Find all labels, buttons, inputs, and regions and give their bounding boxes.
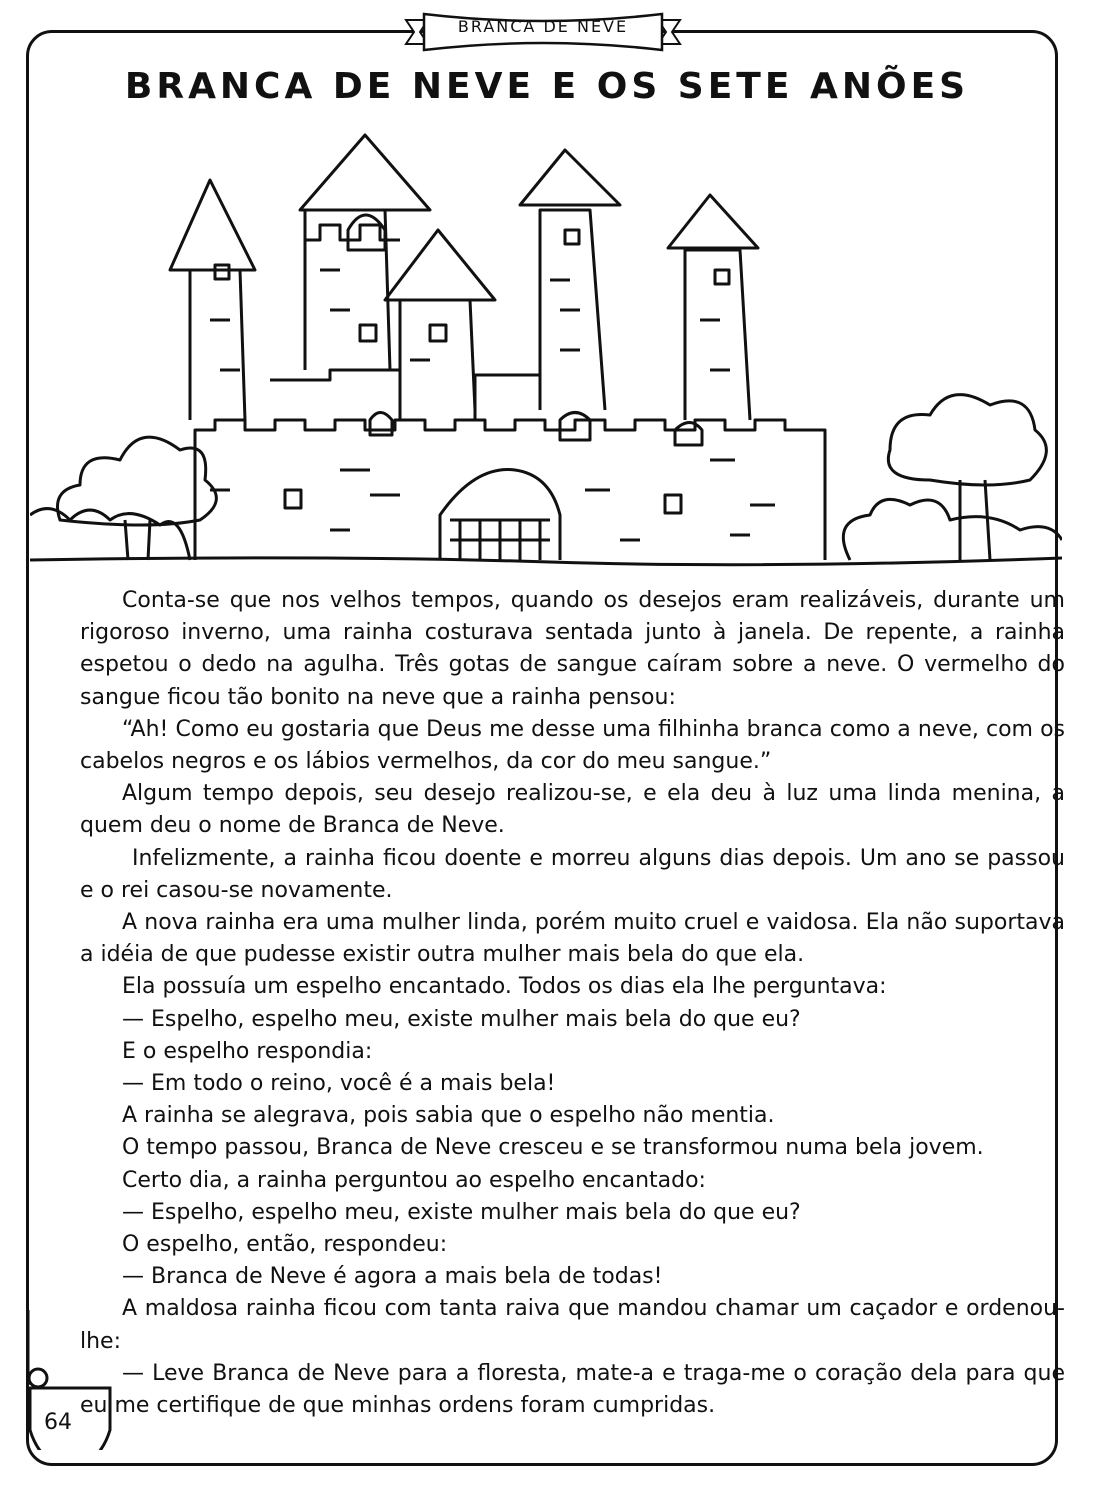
paragraph: “Ah! Como eu gostaria que Deus me desse uma filhinha branca como a neve, com os cabelos negros e os lábios vermelhos, da cor do meu sangue.” [80, 716, 1065, 775]
story-text [80, 585, 1065, 1422]
paragraph: Infelizmente, a rainha ficou doente e morreu alguns dias depois. Um ano se passou e o rei casou-se novamente. [80, 845, 1065, 903]
paragraph: — Em todo o reino, você é a mais bela! [122, 1071, 556, 1097]
paragraph: A rainha se alegrava, pois sabia que o espelho não mentia. [122, 1103, 775, 1129]
header-banner-text: BRANCA DE NEVE [457, 17, 629, 36]
paragraph: Certo dia, a rainha perguntou ao espelho encantado: [122, 1167, 706, 1193]
paragraph: — Leve Branca de Neve para a floresta, mate-a e traga-me o coração dela para que eu me certifique de que minhas ordens foram cumpridas. [80, 1360, 1065, 1419]
paragraph: O espelho, então, respondeu: [122, 1232, 448, 1258]
paragraph: — Branca de Neve é agora a mais bela de todas! [122, 1264, 663, 1290]
paragraph: A maldosa rainha ficou com tanta raiva que mandou chamar um caçador e ordenou-lhe: [80, 1296, 1065, 1354]
page-number: 64 [44, 1410, 72, 1435]
paragraph: Algum tempo depois, seu desejo realizou-se, e ela deu à luz uma linda menina, a quem deu o nome de Branca de Neve. [80, 781, 1065, 839]
paragraph: Ela possuía um espelho encantado. Todos os dias ela lhe perguntava: [122, 974, 887, 1000]
paragraph: — Espelho, espelho meu, existe mulher mais bela do que eu? [122, 1199, 801, 1225]
paragraph: E o espelho respondia: [122, 1038, 373, 1064]
paragraph: Conta-se que nos velhos tempos, quando os desejos eram realizáveis, durante um rigoroso inverno, uma rainha costurava sentada junto à janela. De repente, a rainha espetou o dedo na agulha. Três gotas de sangue caíram sobre a neve. O vermelho do sangue ficou tão bonito na neve que a rainha pensou: [80, 588, 1065, 710]
castle-illustration [30, 120, 1062, 580]
paragraph: — Espelho, espelho meu, existe mulher mais bela do que eu? [122, 1006, 801, 1032]
page-title: BRANCA DE NEVE E OS SETE ANÕES [124, 66, 970, 107]
paragraph: O tempo passou, Branca de Neve cresceu e se transformou numa bela jovem. [122, 1135, 984, 1161]
paragraph: A nova rainha era uma mulher linda, porém muito cruel e vaidosa. Ela não suportava a idéia de que pudesse existir outra mulher mais bela do que ela. [80, 910, 1065, 968]
